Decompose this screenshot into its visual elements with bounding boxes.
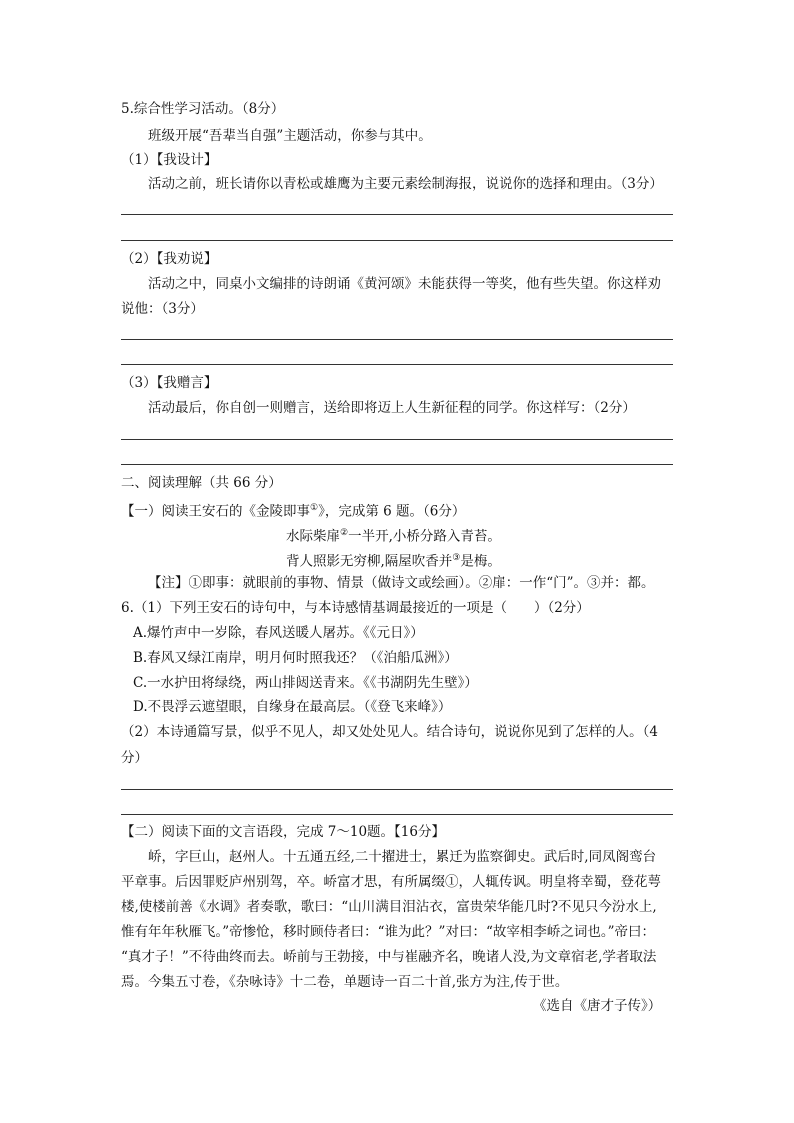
q6-part2-line-2: 分） (121, 750, 148, 766)
q5-title: 5.综合性学习活动。（8分） (121, 101, 285, 117)
section2-heading: 二、阅读理解（共 66 分） (121, 475, 282, 491)
footnote-marker: ③ (452, 553, 461, 563)
footnote-marker: ① (310, 503, 319, 513)
answer-line[interactable] (121, 464, 673, 465)
answer-line[interactable] (121, 240, 673, 241)
poem-note: 【注】①即事：就眼前的事物、情景（做诗文或绘画）。②扉：一作“门”。③并：都。 (148, 575, 655, 591)
q5-part3-label: （3）【我赠言】 (121, 375, 218, 391)
q6-stem: 6.（1）下列王安石的诗句中，与本诗感情基调最接近的一项是（ ）（2分） (121, 600, 590, 616)
classical-line: 惟有年年秋雁飞。”帝惨怆，移时顾侍者曰：“谁为此？”对曰：“故宰相李峤之词也。”帝曰： (121, 924, 656, 940)
classical-heading: 【二）阅读下面的文言语段，完成 7～10题。【16分】 (121, 824, 445, 840)
q6-option-b[interactable]: B.春风又绿江南岸，明月何时照我还？（《泊船瓜洲》） (133, 650, 458, 666)
answer-line[interactable] (121, 789, 673, 790)
poem-line-1: 水际柴扉②一半开,小桥分路入青苔。 (286, 528, 501, 545)
q5-part2-label: （2）【我劝说】 (121, 251, 218, 267)
poem-line-2: 背人照影无穷柳,隔屋吹香并③是梅。 (286, 553, 501, 570)
q6-option-d[interactable]: D.不畏浮云遮望眼，自缘身在最高层。（《登飞来峰》） (133, 699, 452, 715)
answer-line[interactable] (121, 814, 673, 815)
classical-line: 焉。今集五寸卷，《杂咏诗》十二卷，单题诗一百二十首,张方为注,传于世。 (121, 974, 569, 990)
q6-option-a[interactable]: A.爆竹声中一岁除，春风送暖人屠苏。《《元日》） (133, 625, 424, 641)
answer-line[interactable] (121, 364, 673, 365)
q5-part1-label: （1）【我设计】 (121, 152, 218, 168)
q5-part1-text: 活动之前，班长请你以青松或雄鹰为主要元素绘制海报，说说你的选择和理由。（3分） (148, 176, 663, 192)
q6-part2-line-1: （2）本诗通篇写景，似乎不见人，却又处处见人。结合诗句，说说你见到了怎样的人。（4 (121, 724, 658, 740)
classical-line: “真才子！”不待曲终而去。峤前与王勃接，中与崔融齐名，晚诸人没,为文章宿老,学者取法 (121, 949, 657, 965)
q6-option-c[interactable]: C.一水护田将绿绕，两山排闼送青来。《《书湖阴先生壁》） (133, 675, 478, 691)
q5-part2-text-1: 活动之中，同桌小文编排的诗朗诵《黄河颂》未能获得一等奖，他有些失望。你这样劝 (148, 276, 661, 292)
q5-part3-text: 活动最后，你自创一则赠言，送给即将迈上人生新征程的同学。你这样写：（2分） (148, 400, 636, 416)
q5-part2-text-2: 说他：（3分） (121, 301, 204, 317)
footnote-marker: ② (340, 528, 349, 538)
answer-line[interactable] (121, 439, 673, 440)
answer-line[interactable] (121, 214, 673, 215)
classical-line: 峤，字巨山，赵州人。十五通五经,二十擢进士，累迁为监察御史。武后时,同凤阁鸾台 (148, 849, 657, 865)
classical-source: 《选自《唐才子传》） (533, 998, 662, 1014)
classical-line: 楼,使楼前善《水调》者奏歌，歌曰：“山川满目泪沾衣，富贵荣华能几时?不见只今汾水上, (121, 899, 657, 915)
poem-intro: 【一）阅读王安石的《金陵即事①》，完成第 6 题。（6分） (121, 503, 466, 520)
answer-line[interactable] (121, 339, 673, 340)
classical-line: 平章事。后因罪贬庐州别驾，卒。峤富才思，有所属缀①，人辄传讽。明皇将幸蜀，登花萼 (121, 874, 661, 890)
q5-intro: 班级开展“吾辈当自强”主题活动，你参与其中。 (148, 128, 432, 144)
